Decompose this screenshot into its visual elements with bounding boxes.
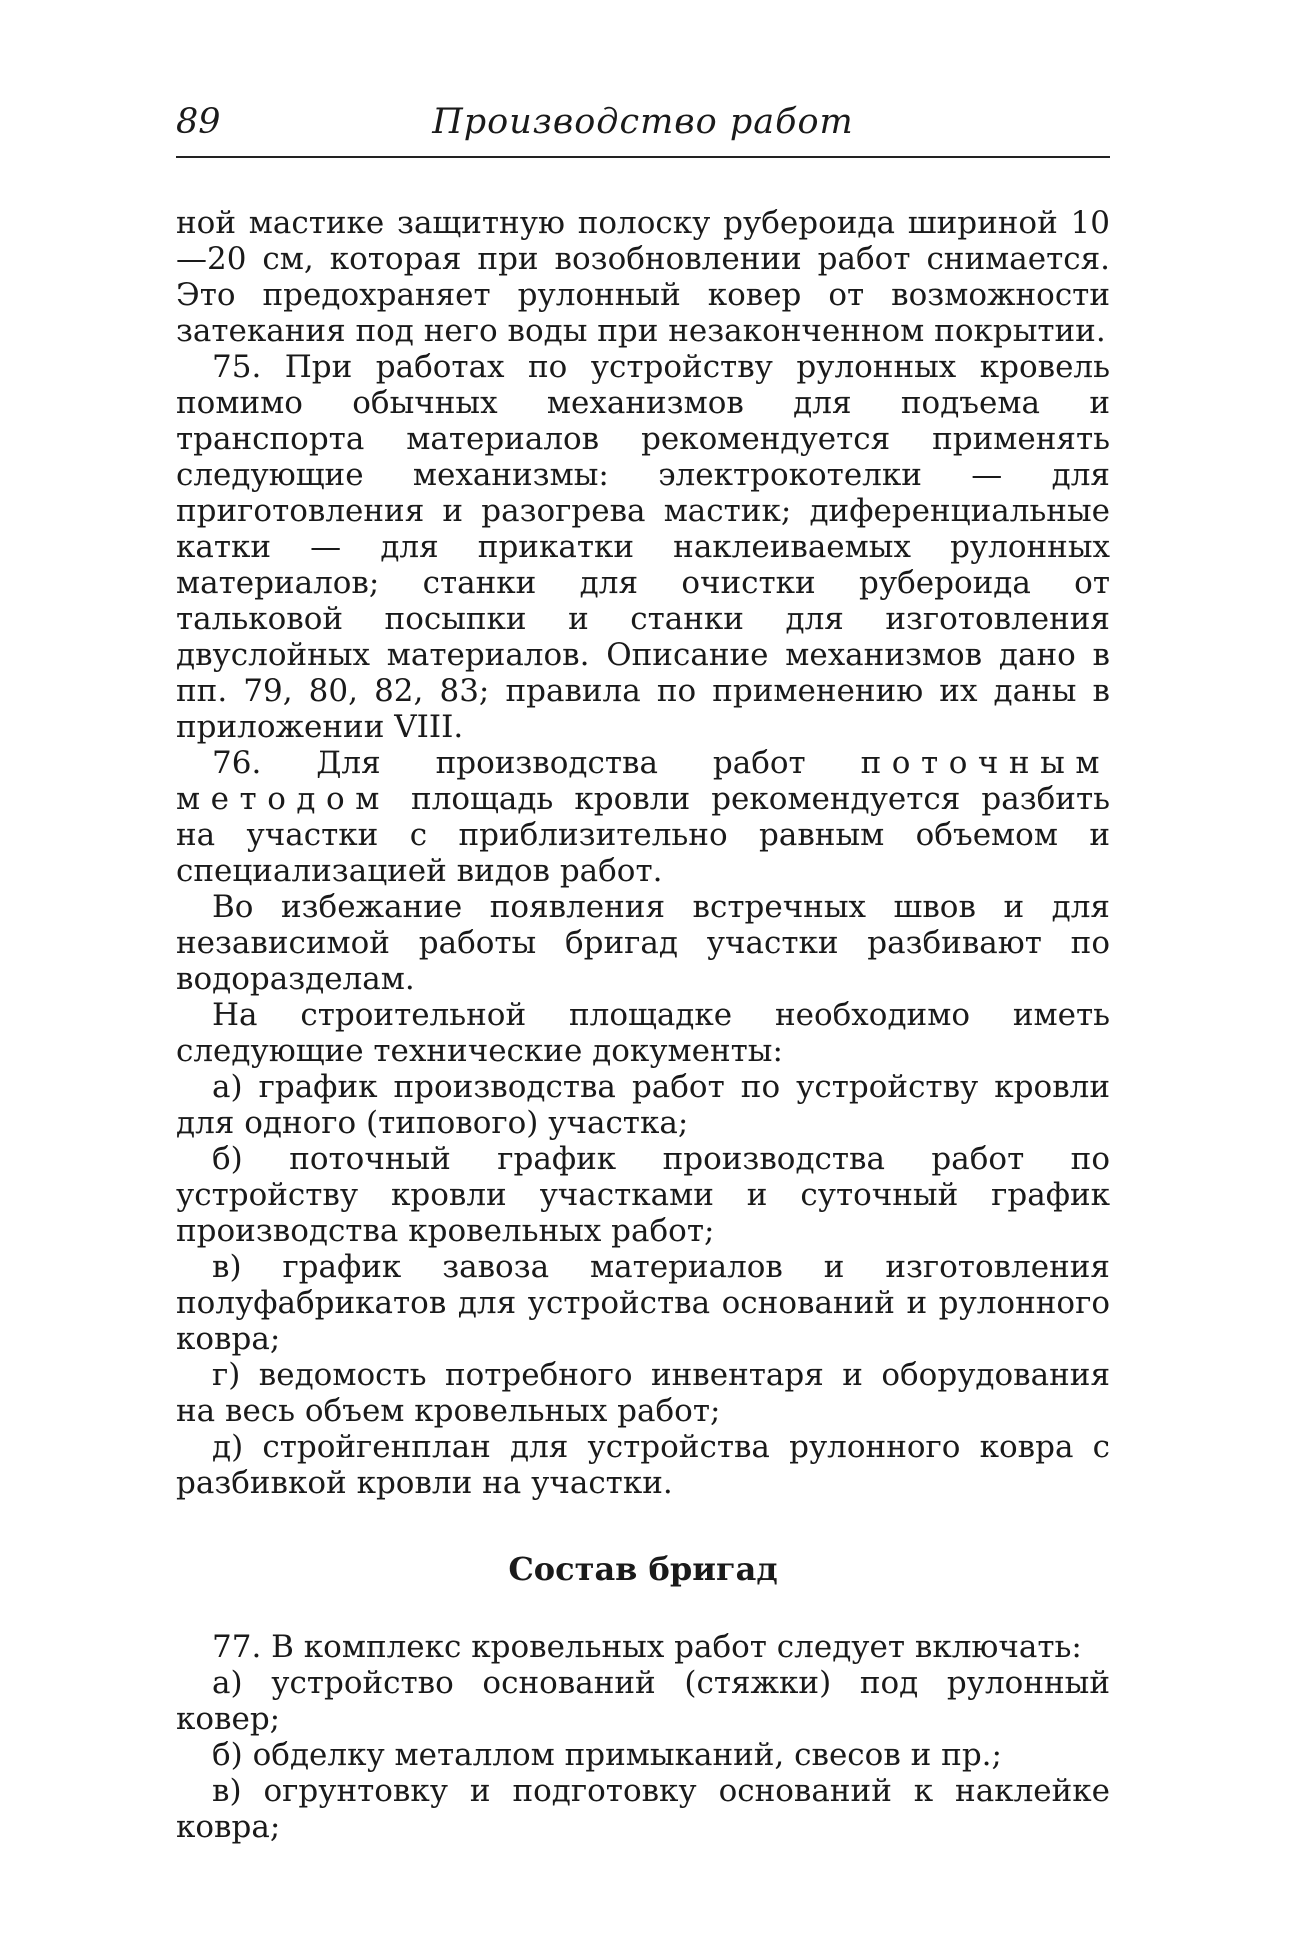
paragraph-76-start: 76. Для производства работ bbox=[212, 745, 861, 781]
paragraph-continuation: ной мастике защитную полоску рубероида шириной 10—20 см, которая при возобновлении работ снимается. Это предохраняет рулонный ковер от возможности затекания под него воды при незаконченном покрытии. bbox=[176, 205, 1110, 349]
paragraph-76-end: площадь кровли рекомендуется разбить на участки с приблизительно равным объемом и специализацией видов работ. bbox=[176, 781, 1110, 889]
document-item-b: б) поточный график производства работ по устройству кровли участками и суточный график производства кровельных работ; bbox=[176, 1141, 1110, 1249]
body-text bbox=[176, 205, 1110, 1845]
work-item-v: в) огрунтовку и подготовку оснований к наклейке ковра; bbox=[176, 1773, 1110, 1845]
paragraph-77: 77. В комплекс кровельных работ следует включать: bbox=[212, 1629, 1082, 1665]
document-item-a: а) график производства работ по устройству кровли для одного (типового) участка; bbox=[176, 1069, 1110, 1141]
paragraph-76 bbox=[176, 745, 1110, 889]
running-head bbox=[176, 98, 1110, 158]
document-item-g: г) ведомость потребного инвентаря и оборудования на весь объем кровельных работ; bbox=[176, 1357, 1110, 1429]
emphasis-flow-method: поточным методом bbox=[176, 745, 1110, 817]
paragraph-seams: Во избежание появления встречных швов и для независимой работы бригад участки разбивают по водоразделам. bbox=[176, 889, 1110, 997]
work-item-a: а) устройство оснований (стяжки) под рулонный ковер; bbox=[176, 1665, 1110, 1737]
paragraph-75: 75. При работах по устройству рулонных кровель помимо обычных механизмов для подъема и транспорта материалов рекомендуется применять следующие механизмы: электрокотелки — для приготовления и разогрева мастик; диференциальные катки — для прикатки наклеиваемых рулонных материалов; станки для очистки рубероида от тальковой посыпки и станки для изготовления двуслойных материалов. Описание механизмов дано в пп. 79, 80, 82, 83; правила по применению их даны в приложении VIII. bbox=[176, 349, 1110, 745]
header-title: Производство работ bbox=[432, 102, 854, 142]
section-title: Состав бригад bbox=[508, 1550, 778, 1588]
work-item-b: б) обделку металлом примыканий, свесов и пр.; bbox=[212, 1737, 1002, 1773]
page-number: 89 bbox=[176, 102, 221, 142]
document-item-v: в) график завоза материалов и изготовления полуфабрикатов для устройства оснований и рулонного ковра; bbox=[176, 1249, 1110, 1357]
document-item-d: д) стройгенплан для устройства рулонного ковра с разбивкой кровли на участки. bbox=[176, 1429, 1110, 1501]
paragraph-documents-intro: На строительной площадке необходимо иметь следующие технические документы: bbox=[176, 997, 1110, 1069]
